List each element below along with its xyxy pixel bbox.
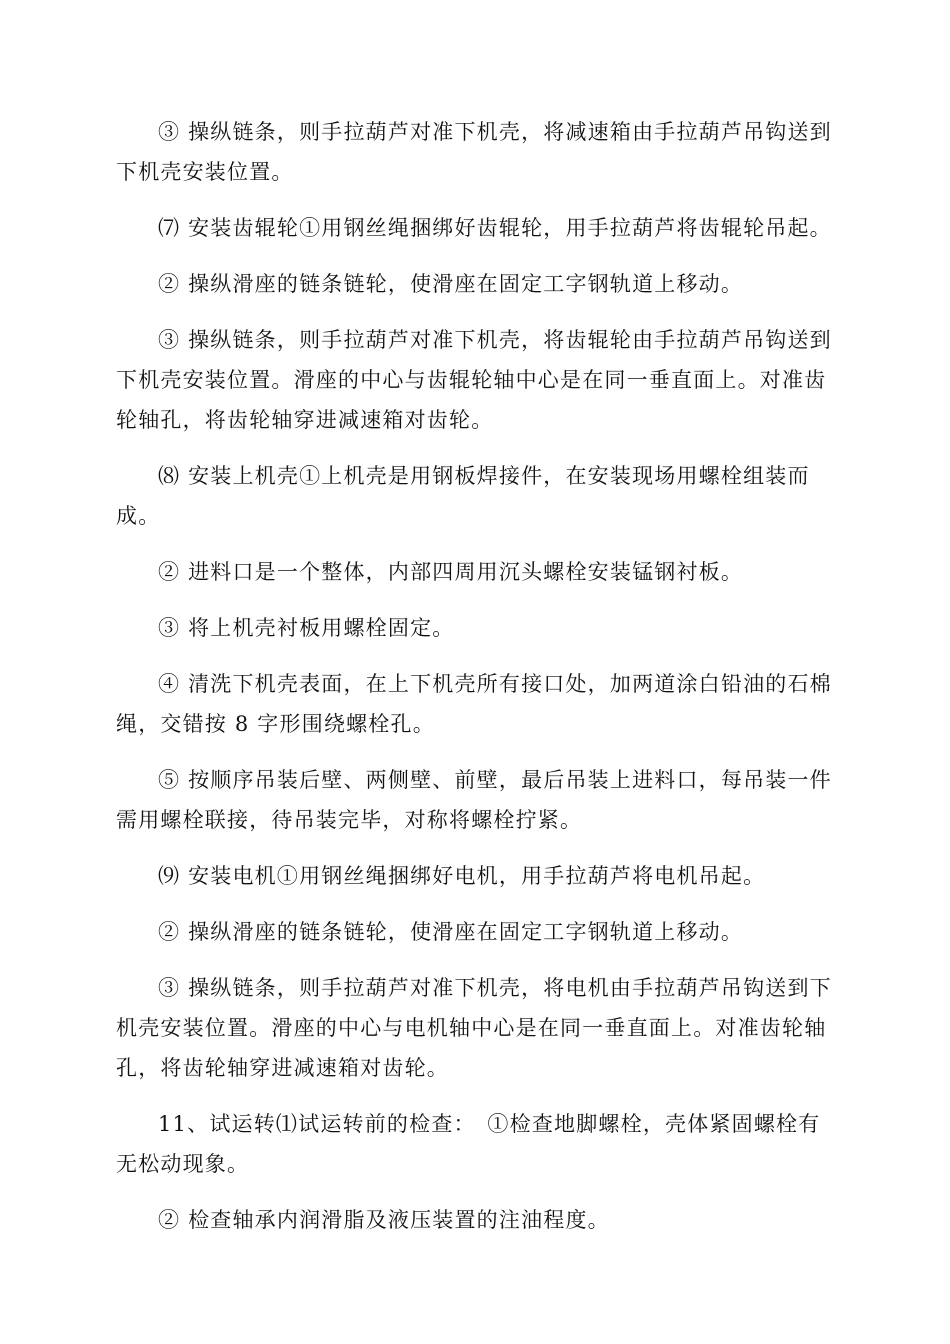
paragraph-14: ② 检查轴承内润滑脂及液压装置的注油程度。 xyxy=(158,1208,610,1232)
paragraph-3: ② 操纵滑座的链条链轮，使滑座在固定工字钢轨道上移动。 xyxy=(158,272,744,296)
paragraph-9: ⑤ 按顺序吊装后壁、两侧壁、前壁，最后吊装上进料口，每吊装一件需用螺栓联接，待吊装完毕，对称将螺栓拧紧。 xyxy=(116,768,832,832)
paragraph-5: ⑻ 安装上机壳①上机壳是用钢板焊接件，在安装现场用螺栓组装而成。 xyxy=(116,464,810,528)
paragraph-11: ② 操纵滑座的链条链轮，使滑座在固定工字钢轨道上移动。 xyxy=(158,920,744,944)
paragraph-1: ③ 操纵链条，则手拉葫芦对准下机壳，将减速箱由手拉葫芦吊钩送到下机壳安装位置。 xyxy=(116,120,832,184)
paragraph-8: ④ 清洗下机壳表面，在上下机壳所有接口处，加两道涂白铅油的石棉绳，交错按 8 字形围绕螺栓孔。 xyxy=(116,672,832,736)
paragraph-7: ③ 将上机壳衬板用螺栓固定。 xyxy=(158,616,455,640)
document-body xyxy=(116,112,836,1256)
paragraph-10: ⑼ 安装电机①用钢丝绳捆绑好电机，用手拉葫芦将电机吊起。 xyxy=(158,864,766,888)
paragraph-2: ⑺ 安装齿辊轮①用钢丝绳捆绑好齿辊轮，用手拉葫芦将齿辊轮吊起。 xyxy=(158,216,832,240)
paragraph-6: ② 进料口是一个整体，内部四周用沉头螺栓安装锰钢衬板。 xyxy=(158,560,744,584)
paragraph-4: ③ 操纵链条，则手拉葫芦对准下机壳，将齿辊轮由手拉葫芦吊钩送到下机壳安装位置。滑座的中心与齿辊轮轴中心是在同一垂直面上。对准齿轮轴孔，将齿轮轴穿进减速箱对齿轮。 xyxy=(116,328,832,432)
paragraph-13: 11、试运转⑴试运转前的检查： ①检查地脚螺栓，壳体紧固螺栓有无松动现象。 xyxy=(116,1112,821,1176)
paragraph-12: ③ 操纵链条，则手拉葫芦对准下机壳，将电机由手拉葫芦吊钩送到下机壳安装位置。滑座的中心与电机轴中心是在同一垂直面上。对准齿轮轴孔，将齿轮轴穿进减速箱对齿轮。 xyxy=(116,976,832,1080)
